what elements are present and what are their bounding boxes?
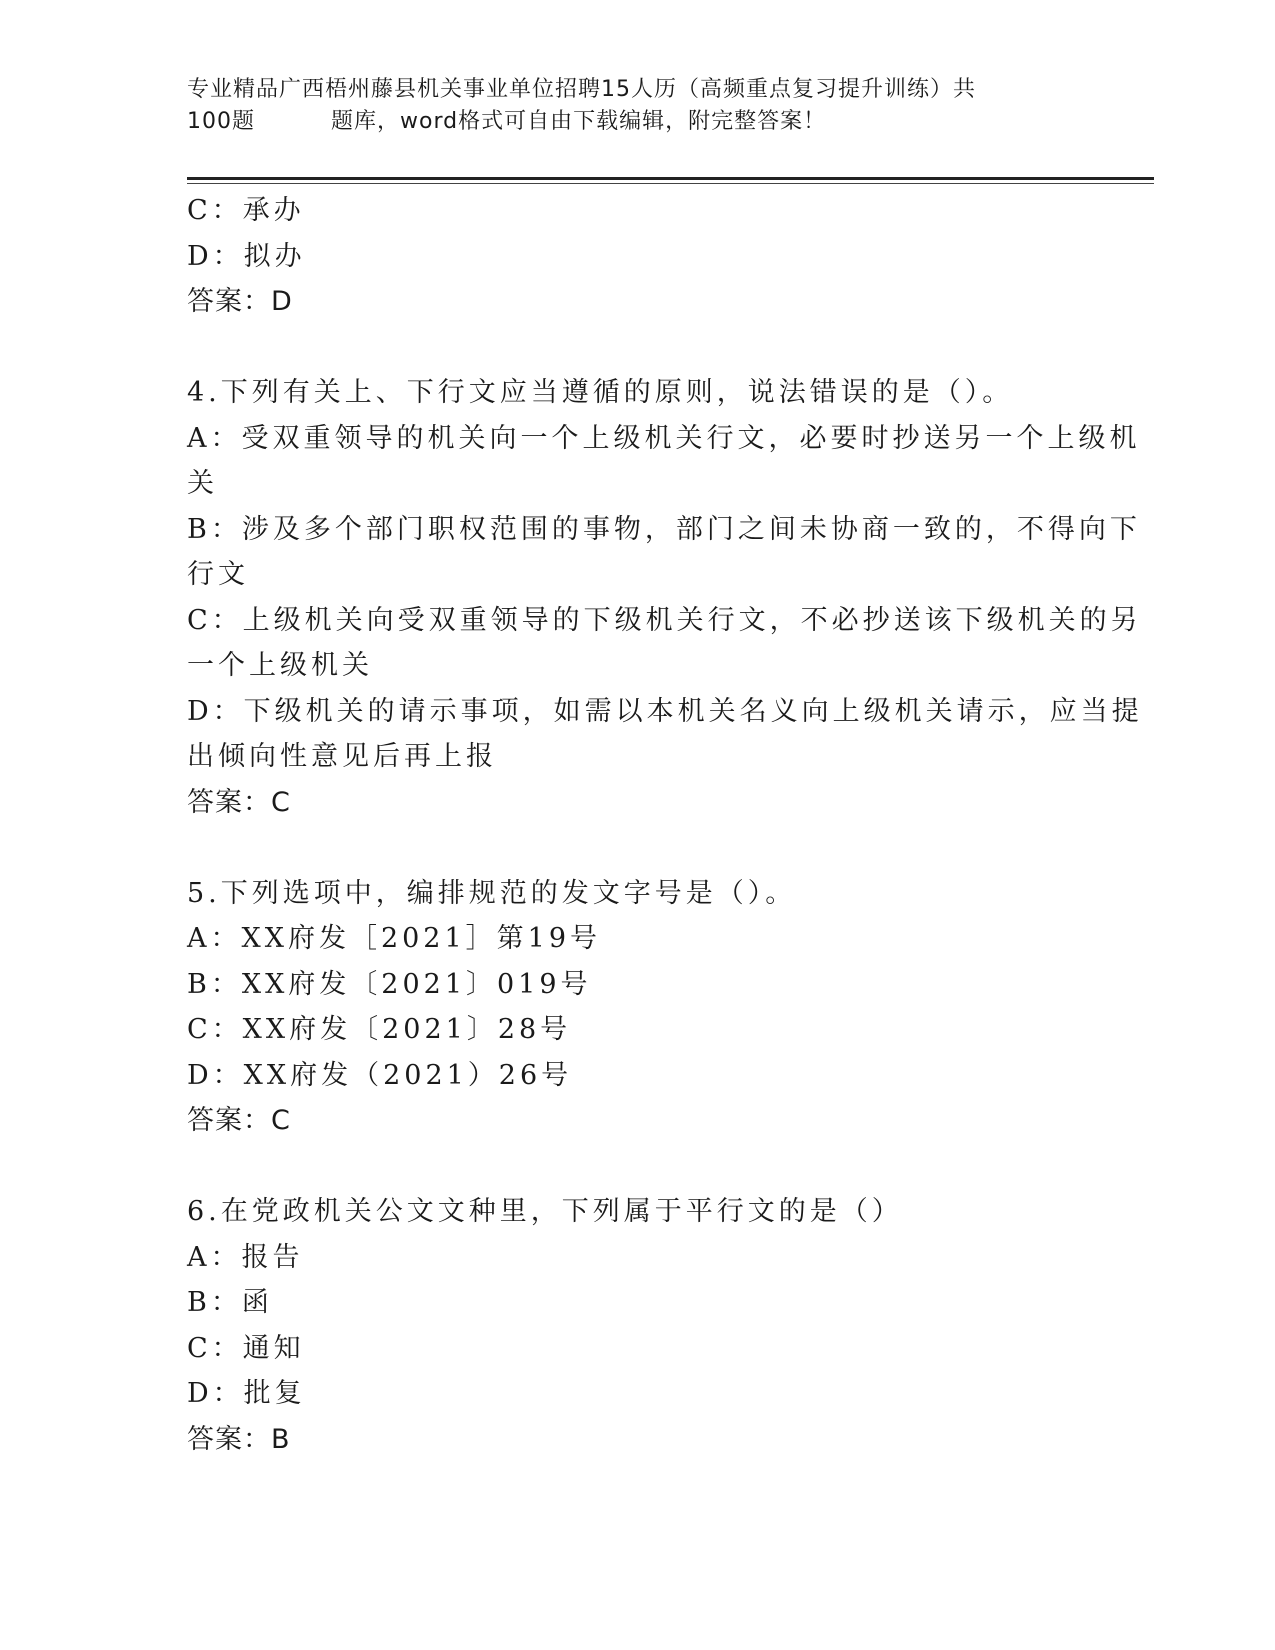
- answer-line: 答案：B: [187, 1423, 291, 1455]
- question-block-4: [187, 370, 1143, 825]
- option-a-line1: A：受双重领导的机关向一个上级机关行文，必要时抄送另一个上级机: [187, 422, 1141, 454]
- header-divider-thick: [187, 177, 1154, 180]
- question-stem: 6.在党政机关公文文种里，下列属于平行文的是（）: [187, 1196, 903, 1227]
- header-title-line2: [187, 106, 1087, 138]
- header-question-count: 100题: [187, 109, 255, 134]
- option-a: A：XX府发［2021］第19号: [187, 923, 602, 954]
- option-c: C：XX府发〔2021〕28号: [187, 1014, 572, 1045]
- question-block-5: [187, 871, 1087, 1144]
- question-spacer: [187, 825, 1087, 871]
- answer-line: 答案：C: [187, 1105, 291, 1136]
- question-stem: 5.下列选项中，编排规范的发文字号是（）。: [187, 877, 797, 909]
- header-divider-thin: [187, 183, 1154, 184]
- question-block-6: [187, 1189, 1087, 1462]
- option-c: C：承办: [187, 195, 305, 226]
- option-b-line1: B：涉及多个部门职权范围的事物，部门之间未协商一致的，不得向下: [187, 513, 1141, 545]
- answer-line: 答案：D: [187, 286, 293, 317]
- question-block-3: [187, 188, 1087, 325]
- option-d: D：XX府发（2021）26号: [187, 1059, 573, 1091]
- header-title-line1: 专业精品广西梧州藤县机关事业单位招聘15人历（高频重点复习提升训练）共: [187, 77, 976, 102]
- option-d: D：批复: [187, 1378, 306, 1409]
- document-header: [187, 74, 1087, 138]
- option-c-line1: C：上级机关向受双重领导的下级机关行文，不必抄送该下级机关的另: [187, 604, 1142, 636]
- option-c-line2: 一个上级机关: [187, 650, 373, 681]
- option-a-line2: 关: [187, 468, 218, 499]
- question-spacer: [187, 325, 1087, 371]
- option-b: B：函: [187, 1287, 273, 1318]
- option-b: B：XX府发〔2021〕019号: [187, 968, 592, 1000]
- answer-line: 答案：C: [187, 786, 291, 818]
- option-b-line2: 行文: [187, 559, 249, 590]
- question-spacer: [187, 1144, 1087, 1190]
- header-description: 题库，word格式可自由下载编辑，附完整答案！: [331, 109, 827, 134]
- option-c: C：通知: [187, 1332, 305, 1364]
- question-list: [187, 188, 1143, 1462]
- option-d-line1: D：下级机关的请示事项，如需以本机关名义向上级机关请示，应当提: [187, 695, 1143, 727]
- option-d: D：拟办: [187, 240, 306, 272]
- question-stem: 4.下列有关上、下行文应当遵循的原则，说法错误的是（）。: [187, 377, 1014, 408]
- option-d-line2: 出倾向性意见后再上报: [187, 741, 497, 772]
- option-a: A：报告: [187, 1241, 304, 1273]
